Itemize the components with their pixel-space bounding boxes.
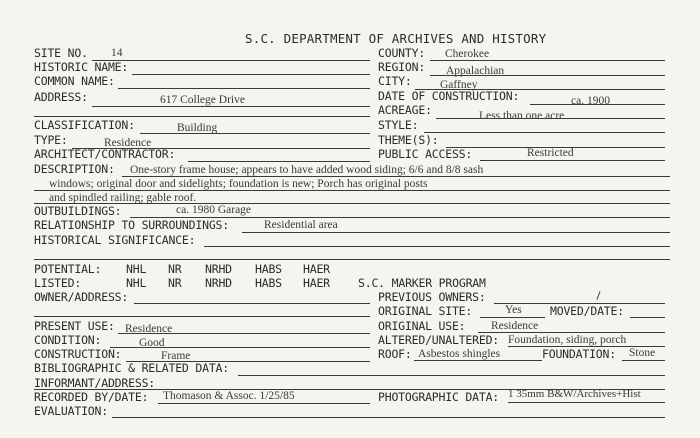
public-access-line bbox=[480, 160, 665, 161]
roof-value: Asbestos shingles bbox=[418, 348, 501, 360]
date-of-construction-label: DATE OF CONSTRUCTION: bbox=[378, 89, 520, 103]
city-value: Gaffney bbox=[440, 79, 478, 91]
photographic-data-line bbox=[508, 402, 665, 403]
acreage-line bbox=[436, 118, 665, 119]
site-no-line bbox=[92, 60, 370, 61]
description-line-3: and spindled railing; gable roof. bbox=[49, 192, 197, 204]
address-line bbox=[92, 106, 370, 107]
roof-line bbox=[414, 360, 542, 361]
previous-owners-label: PREVIOUS OWNERS: bbox=[378, 290, 486, 304]
listed-nrhd: NRHD bbox=[205, 276, 232, 290]
owner-address-label: OWNER/ADDRESS: bbox=[34, 290, 129, 304]
present-use-label: PRESENT USE: bbox=[34, 319, 115, 333]
address-line-2 bbox=[34, 116, 370, 117]
recorded-by-date-value: Thomason & Assoc. 1/25/85 bbox=[163, 390, 295, 402]
evaluation-line bbox=[112, 417, 665, 418]
sc-marker-program-label: S.C. MARKER PROGRAM bbox=[358, 276, 486, 290]
region-label: REGION: bbox=[378, 60, 426, 74]
description-line-1: One-story frame house; appears to have added wood siding; 6/6 and 8/8 sash bbox=[130, 164, 484, 176]
informant-address-label: INFORMANT/ADDRESS: bbox=[34, 376, 156, 390]
original-use-label: ORIGINAL USE: bbox=[378, 319, 466, 333]
original-use-value: Residence bbox=[491, 320, 539, 332]
classification-label: CLASSIFICATION: bbox=[34, 118, 135, 132]
address-value: 617 College Drive bbox=[160, 94, 245, 106]
potential-nrhd: NRHD bbox=[205, 262, 232, 276]
construction-value: Frame bbox=[161, 350, 191, 362]
roof-label: ROOF: bbox=[378, 347, 412, 361]
type-value: Residence bbox=[104, 137, 152, 149]
condition-label: CONDITION: bbox=[34, 333, 102, 347]
bibliographic-line bbox=[238, 375, 665, 376]
county-value: Cherokee bbox=[445, 48, 490, 60]
listed-nhl: NHL bbox=[126, 276, 147, 290]
architect-label: ARCHITECT/CONTRACTOR: bbox=[34, 147, 176, 161]
architect-line bbox=[188, 161, 370, 162]
public-access-value: Restricted bbox=[527, 147, 574, 159]
relationship-line bbox=[242, 232, 670, 233]
style-label: STYLE: bbox=[378, 118, 419, 132]
historic-name-label: HISTORIC NAME: bbox=[34, 60, 129, 74]
region-value: Appalachian bbox=[446, 65, 505, 77]
condition-line bbox=[110, 347, 370, 348]
significance-line-1 bbox=[204, 246, 670, 247]
potential-label: POTENTIAL: bbox=[34, 262, 102, 276]
evaluation-label: EVALUATION: bbox=[34, 404, 108, 418]
site-no-label: SITE NO. bbox=[34, 46, 88, 60]
date-of-construction-line bbox=[530, 104, 665, 105]
original-site-value: Yes bbox=[505, 304, 522, 316]
acreage-label: ACREAGE: bbox=[378, 103, 432, 117]
style-line bbox=[424, 132, 665, 133]
altered-unaltered-label: ALTERED/UNALTERED: bbox=[378, 333, 500, 347]
common-name-line bbox=[118, 88, 370, 89]
altered-unaltered-value: Foundation, siding, porch bbox=[508, 334, 627, 346]
county-label: COUNTY: bbox=[378, 46, 426, 60]
condition-value: Good bbox=[139, 337, 165, 349]
potential-haer: HAER bbox=[303, 262, 330, 276]
listed-nr: NR bbox=[168, 276, 182, 290]
recorded-by-date-label: RECORDED BY/DATE: bbox=[34, 390, 149, 404]
photographic-data-label: PHOTOGRAPHIC DATA: bbox=[378, 390, 500, 404]
recorded-by-date-line bbox=[158, 403, 370, 404]
potential-nhl: NHL bbox=[126, 262, 147, 276]
description-rule-3 bbox=[34, 203, 670, 204]
present-use-line bbox=[118, 333, 370, 334]
original-use-line bbox=[478, 332, 665, 333]
site-no-value: 14 bbox=[111, 47, 123, 59]
potential-nr: NR bbox=[168, 262, 182, 276]
public-access-label: PUBLIC ACCESS: bbox=[378, 147, 473, 161]
common-name-label: COMMON NAME: bbox=[34, 74, 115, 88]
check-mark bbox=[596, 291, 600, 300]
relationship-value: Residential area bbox=[264, 219, 338, 231]
acreage-value: Less than one acre bbox=[479, 110, 565, 122]
construction-label: CONSTRUCTION: bbox=[34, 347, 122, 361]
owner-address-line-2 bbox=[34, 316, 370, 317]
listed-haer: HAER bbox=[303, 276, 330, 290]
listed-habs: HABS bbox=[255, 276, 282, 290]
city-label: CITY: bbox=[378, 74, 412, 88]
listed-label: LISTED: bbox=[34, 276, 82, 290]
type-label: TYPE: bbox=[34, 133, 68, 147]
description-rule-2 bbox=[34, 190, 670, 191]
bibliographic-label: BIBLIOGRAPHIC & RELATED DATA: bbox=[34, 361, 229, 375]
classification-value: Building bbox=[177, 122, 218, 134]
moved-date-label: MOVED/DATE: bbox=[550, 304, 624, 318]
foundation-value: Stone bbox=[629, 347, 656, 359]
historical-significance-label: HISTORICAL SIGNIFICANCE: bbox=[34, 233, 196, 247]
relationship-label: RELATIONSHIP TO SURROUNDINGS: bbox=[34, 218, 229, 232]
moved-date-line bbox=[630, 317, 665, 318]
county-line bbox=[430, 60, 665, 61]
potential-habs: HABS bbox=[255, 262, 282, 276]
owner-address-line bbox=[134, 303, 370, 304]
outbuildings-value: ca. 1980 Garage bbox=[176, 204, 252, 216]
original-site-line bbox=[480, 317, 545, 318]
present-use-value: Residence bbox=[125, 323, 173, 335]
description-line-2: windows; original door and sidelights; foundation is new; Porch has original posts bbox=[49, 178, 428, 190]
description-label: DESCRIPTION: bbox=[34, 162, 115, 176]
significance-line-2 bbox=[34, 259, 670, 260]
foundation-line bbox=[622, 360, 665, 361]
page-title: S.C. DEPARTMENT OF ARCHIVES AND HISTORY bbox=[245, 31, 547, 46]
outbuildings-label: OUTBUILDINGS: bbox=[34, 204, 122, 218]
photographic-data-value: 1 35mm B&W/Archives+Hist bbox=[508, 388, 641, 400]
classification-line bbox=[140, 133, 370, 134]
themes-label: THEME(S): bbox=[378, 133, 439, 147]
historic-name-line bbox=[132, 74, 370, 75]
foundation-label: FOUNDATION: bbox=[542, 347, 616, 361]
address-label: ADDRESS: bbox=[34, 90, 88, 104]
original-site-label: ORIGINAL SITE: bbox=[378, 304, 473, 318]
region-line bbox=[430, 75, 665, 76]
date-of-construction-value: ca. 1900 bbox=[571, 95, 610, 107]
description-rule-1 bbox=[122, 176, 670, 177]
